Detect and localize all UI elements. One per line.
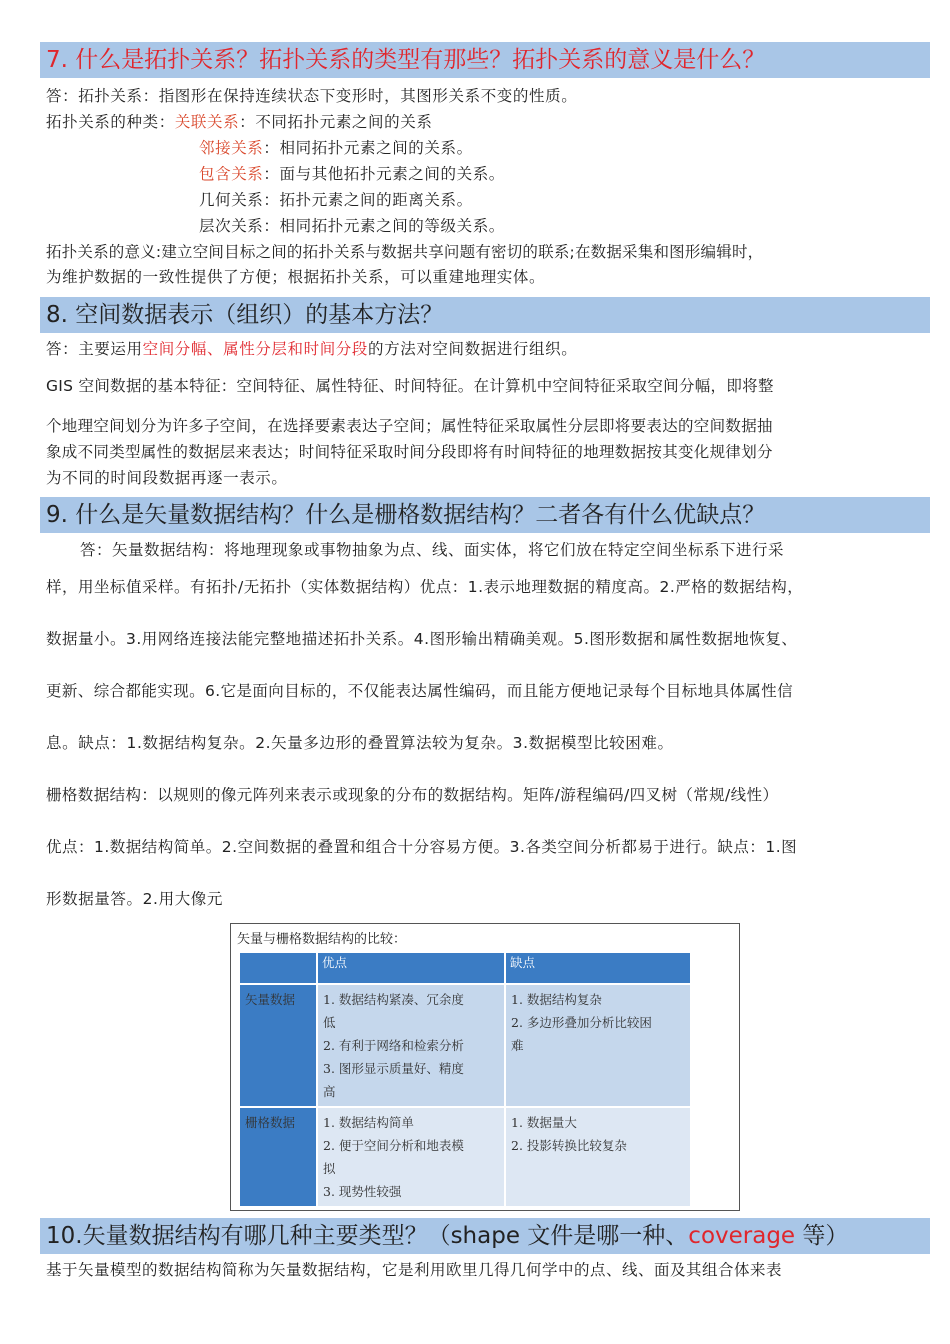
list-item: 1. 数据量大 — [511, 1115, 577, 1130]
q8-heading — [40, 297, 930, 333]
q10-title-highlight: coverage — [688, 1223, 796, 1249]
q7-type-row-1 — [46, 110, 432, 132]
q7-type-name: 关联关系 — [174, 113, 240, 131]
list-item: 难 — [511, 1038, 524, 1053]
q10-para-line-1: 基于矢量模型的数据结构简称为矢量数据结构，它是利用欧里几得几何学中的点、线、面及其组合体来表 — [46, 1261, 783, 1279]
list-item: 2. 投影转换比较复杂 — [511, 1138, 627, 1153]
comparison-figure — [230, 923, 740, 1211]
q7-type-name: 层次关系 — [199, 217, 264, 235]
q8-para-line-1: GIS 空间数据的基本特征：空间特征、属性特征、时间特征。在计算机中空间特征采取空间分幅，即将整 — [46, 377, 774, 395]
q8-answer-pre: 答：主要运用 — [46, 340, 143, 358]
q7-answer: 答：拓扑关系：指图形在保持连续状态下变形时，其图形关系不变的性质。 — [46, 87, 578, 105]
row-pros — [318, 985, 504, 1106]
q9-line-5: 息。缺点：1.数据结构复杂。2.矢量多边形的叠置算法较为复杂。3.数据模型比较困难。 — [46, 734, 674, 752]
row-pros — [318, 1108, 504, 1206]
q7-title: 7. 什么是拓扑关系？拓扑关系的类型有那些？拓扑关系的意义是什么？ — [46, 47, 766, 73]
list-item: 1. 数据结构简单 — [323, 1115, 414, 1130]
list-item: 低 — [323, 1015, 336, 1030]
table-header-blank — [240, 953, 316, 983]
q10-title-pre: 10.矢量数据结构有哪几种主要类型？（shape 文件是哪一种、 — [46, 1223, 689, 1249]
q9-line-6: 栅格数据结构：以规则的像元阵列来表示或现象的分布的数据结构。矩阵/游程编码/四叉树（常规/线性） — [46, 786, 779, 804]
q7-type-name: 包含关系 — [199, 165, 264, 183]
q8-answer — [46, 337, 577, 359]
table-row — [240, 1108, 690, 1206]
row-cons — [506, 1108, 690, 1206]
figure-title: 矢量与栅格数据结构的比较： — [237, 932, 407, 947]
q7-meaning-line-2: 为维护数据的一致性提供了方便；根据拓扑关系，可以重建地理实体。 — [46, 268, 546, 286]
q8-title: 8. 空间数据表示（组织）的基本方法？ — [46, 302, 444, 328]
table-header-cons: 缺点 — [506, 953, 690, 983]
q7-type-row-4 — [199, 188, 473, 210]
list-item: 3. 现势性较强 — [323, 1184, 402, 1199]
list-item: 2. 多边形叠加分析比较困 — [511, 1015, 652, 1030]
q7-type-name: 几何关系 — [199, 191, 264, 209]
q7-type-desc: ：相同拓扑元素之间的等级关系。 — [263, 217, 505, 235]
q9-line-4: 更新、综合都能实现。6.它是面向目标的，不仅能表达属性编码，而且能方便地记录每个目标地具体属性信 — [46, 682, 793, 700]
q10-title-post: 等） — [795, 1223, 849, 1249]
q7-type-desc: ：面与其他拓扑元素之间的关系。 — [263, 165, 505, 183]
q7-type-row-2 — [199, 136, 473, 158]
q8-para-line-3: 象成不同类型属性的数据层来表达；时间特征采取时间分段即将有时间特征的地理数据按其变化规律划分 — [46, 443, 773, 461]
q9-line-8: 形数据量答。2.用大像元 — [46, 890, 223, 908]
q7-type-desc: ：拓扑元素之间的距离关系。 — [263, 191, 473, 209]
list-item: 拟 — [323, 1161, 336, 1176]
list-item: 3. 图形显示质量好、精度 — [323, 1061, 464, 1076]
q9-line-3: 数据量小。3.用网络连接法能完整地描述拓扑关系。4.图形输出精确美观。5.图形数据和属性数据地恢复、 — [46, 630, 798, 648]
q8-answer-post: 的方法对空间数据进行组织。 — [368, 340, 578, 358]
list-item: 1. 数据结构紧凑、冗余度 — [323, 992, 464, 1007]
row-label: 矢量数据 — [240, 985, 316, 1106]
row-cons — [506, 985, 690, 1106]
q7-type-row-3 — [199, 162, 505, 184]
list-item: 2. 有利于网络和检索分析 — [323, 1038, 464, 1053]
q9-heading — [40, 497, 930, 533]
table-header-pros: 优点 — [318, 953, 504, 983]
q7-type-desc: ：不同拓扑元素之间的关系 — [239, 113, 433, 131]
q9-line-2: 样，用坐标值采样。有拓扑/无拓扑（实体数据结构）优点：1.表示地理数据的精度高。2.严格的数据结构， — [46, 578, 804, 596]
list-item: 2. 便于空间分析和地表模 — [323, 1138, 464, 1153]
table-header-row — [240, 953, 690, 983]
list-item: 高 — [323, 1084, 336, 1099]
q10-heading — [40, 1218, 930, 1254]
table-row — [240, 985, 690, 1106]
list-item: 1. 数据结构复杂 — [511, 992, 602, 1007]
comparison-table — [238, 951, 692, 1208]
row-label: 栅格数据 — [240, 1108, 316, 1206]
q7-type-name: 邻接关系 — [199, 139, 264, 157]
q8-para-line-4: 为不同的时间段数据再逐一表示。 — [46, 469, 288, 487]
q9-line-1: 答：矢量数据结构：将地理现象或事物抽象为点、线、面实体，将它们放在特定空间坐标系下进行采 — [80, 541, 785, 559]
q7-heading — [40, 42, 930, 78]
q9-line-7: 优点：1.数据结构简单。2.空间数据的叠置和组合十分容易方便。3.各类空间分析都易于进行。缺点：1.图 — [46, 838, 798, 856]
q7-type-row-5 — [199, 214, 505, 236]
q7-meaning-line-1: 拓扑关系的意义:建立空间目标之间的拓扑关系与数据共享问题有密切的联系;在数据采集和图形编辑时， — [46, 243, 764, 261]
q7-type-desc: ：相同拓扑元素之间的关系。 — [263, 139, 473, 157]
q7-types-prefix: 拓扑关系的种类： — [46, 113, 175, 131]
q8-para-line-2: 个地理空间划分为许多子空间，在选择要素表达子空间；属性特征采取属性分层即将要表达的空间数据抽 — [46, 417, 773, 435]
q9-title: 9. 什么是矢量数据结构？什么是栅格数据结构？二者各有什么优缺点？ — [46, 502, 766, 528]
q8-answer-highlight: 空间分幅、属性分层和时间分段 — [142, 340, 369, 358]
